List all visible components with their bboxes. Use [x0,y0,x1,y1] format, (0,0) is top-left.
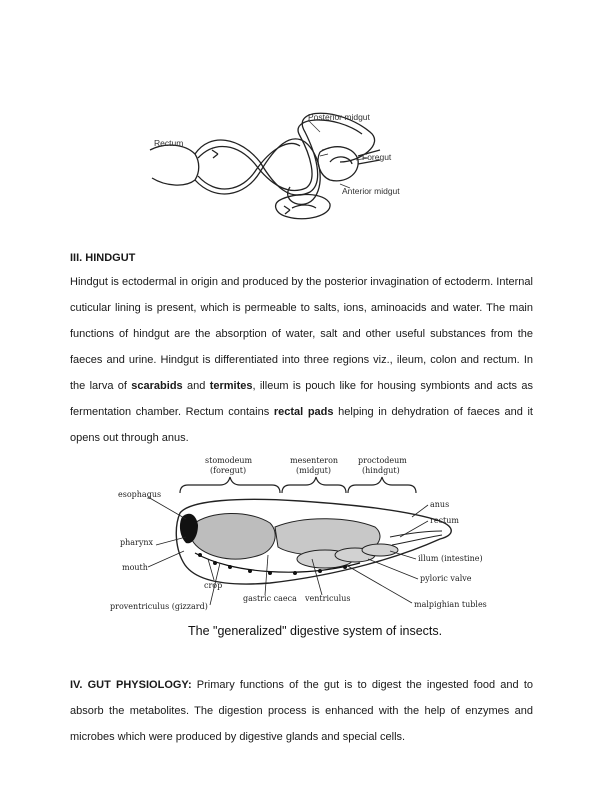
label-stomodeum: stomodeum [205,456,253,465]
label-illum: illum (intestine) [418,554,483,563]
gut-physiology-paragraph [70,672,533,750]
label-hindgut: (hindgut) [362,466,400,475]
label-proventriculus: proventriculus (gizzard) [110,602,208,611]
label-mesenteron: mesenteron [290,456,339,465]
label-crop: crop [204,581,223,590]
digestive-system-figure [100,455,500,645]
label-pyloric-valve: pyloric valve [420,574,472,583]
label-rectum-2: rectum [430,516,459,525]
bold-scarabids: scarabids [131,380,183,392]
label-midgut: (midgut) [296,466,331,475]
gut-loop-figure [140,92,430,234]
label-gastric-caeca: gastric caeca [243,594,297,603]
label-proctodeum: proctodeum [358,456,407,465]
gut-loop-drawing [150,113,380,219]
hindgut-text-3: , illeum is pouch like for housing symbionts and acts as fermentation chamber. Rectum contains [70,380,533,418]
label-rectum: Rectum [154,138,184,148]
gut-loop-hatching [320,148,330,156]
gut-physiology-text: Primary functions of the gut is to digest the ingested food and to absorb the metabolites. The digestion process is enhanced with the help of enzymes and microbes which were produced by digestive glands and special cells. [70,679,533,743]
label-esophagus: esophagus [118,490,162,499]
hindgut-text-1: Hindgut is ectodermal in origin and produced by the posterior invagination of ectoderm. Internal cuticular lining is present, which is permeable to salts, ions, aminoacids and water. The main functions of hindgut are the absorption of water, salt and other useful substances from the faeces and urine. Hindgut is differentiated into three regions viz., ileum, colon and rectum. In the larva of [70,276,533,392]
hindgut-paragraph [70,269,533,451]
label-posterior-midgut: Posterior midgut [308,112,370,122]
hindgut-text-4: helping in dehydration of faeces and it opens out through anus. [70,406,533,444]
region-braces [180,477,416,493]
label-foregut: (foregut) [210,466,247,475]
label-foregut: Foregut [362,152,392,162]
section-heading-hindgut: III. HINDGUT [70,252,136,264]
label-anterior-midgut: Anterior midgut [342,186,400,196]
hindgut-text-2: and [182,380,210,392]
label-mouth: mouth [122,563,148,572]
figure-caption: The "generalized" digestive system of insects. [188,624,443,638]
bold-rectal-pads: rectal pads [273,406,334,418]
label-malpighian-tubles: malpighian tubles [414,600,487,609]
label-anus: anus [430,500,450,509]
gut-interior [192,513,442,568]
bold-termites: termites [209,380,253,392]
label-pharynx: pharynx [120,538,154,547]
section-heading-gut-physiology: IV. GUT PHYSIOLOGY: [70,679,192,691]
label-ventriculus: ventriculus [305,594,351,603]
